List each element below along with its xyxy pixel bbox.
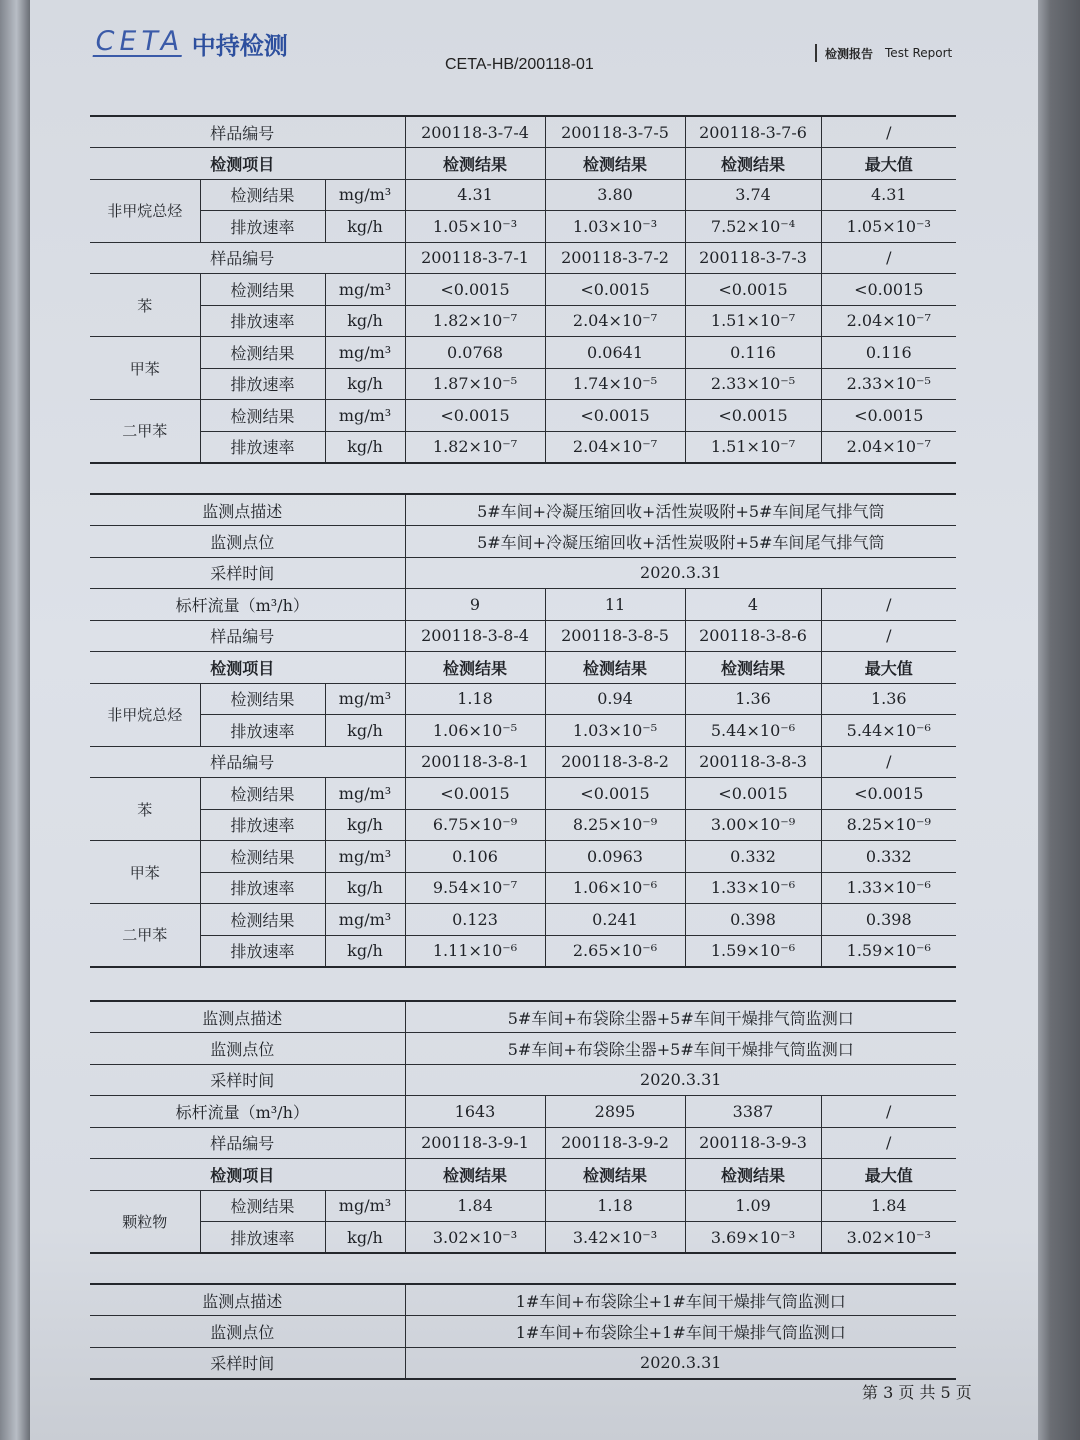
result-value: 1.05×10⁻³ (405, 211, 545, 243)
unit-label: mg/m³ (325, 274, 405, 306)
table-body (90, 1284, 956, 1379)
row-value: 200118-3-8-4 (405, 620, 545, 652)
column-heading: 检测结果 (685, 148, 821, 180)
row-value: 200118-3-8-6 (685, 620, 821, 652)
results-table-exhaust-8 (90, 493, 956, 968)
result-value: 3.74 (685, 179, 821, 211)
measurement-row (90, 274, 956, 306)
info-row (90, 1347, 956, 1379)
max-value: 4.31 (821, 179, 956, 211)
adjacent-page-edge (0, 0, 30, 1440)
row-value: 9 (405, 589, 545, 621)
result-value: 1.03×10⁻⁵ (545, 715, 685, 747)
row-label: 样品编号 (90, 116, 405, 148)
result-value: 9.54×10⁻⁷ (405, 872, 545, 904)
max-value: <0.0015 (821, 274, 956, 306)
pollutant-name: 颗粒物 (90, 1190, 200, 1253)
pollutant-name: 二甲苯 (90, 904, 200, 967)
item-label: 检测结果 (200, 683, 325, 715)
background-edge (1038, 0, 1080, 1440)
result-value: 0.116 (685, 337, 821, 369)
page-number: 第 3 页 共 5 页 (862, 1383, 972, 1402)
max-value: 1.33×10⁻⁶ (821, 872, 956, 904)
results-table-exhaust-9 (90, 1000, 956, 1254)
item-label: 检测结果 (200, 778, 325, 810)
measurement-row (90, 431, 956, 463)
logo-latin-text: CETA (92, 26, 187, 57)
result-value: 1.18 (545, 1190, 685, 1222)
row-label: 监测点描述 (90, 1284, 405, 1316)
column-heading: 检测结果 (545, 148, 685, 180)
column-heading: 检测结果 (405, 652, 545, 684)
result-value: <0.0015 (685, 400, 821, 432)
item-label: 排放速率 (200, 368, 325, 400)
unit-label: mg/m³ (325, 337, 405, 369)
item-label: 检测结果 (200, 274, 325, 306)
row-label: 采样时间 (90, 557, 405, 589)
unit-label: mg/m³ (325, 683, 405, 715)
result-value: 0.241 (545, 904, 685, 936)
column-heading-row (90, 652, 956, 684)
row-label: 检测项目 (90, 148, 405, 180)
unit-label: kg/h (325, 1222, 405, 1254)
info-row (90, 620, 956, 652)
measurement-row (90, 400, 956, 432)
column-heading-row (90, 148, 956, 180)
column-heading: 最大值 (821, 148, 956, 180)
result-value: 0.332 (685, 841, 821, 873)
row-value: 200118-3-7-6 (685, 116, 821, 148)
row-label: 标杆流量（m³/h） (90, 589, 405, 621)
max-value: <0.0015 (821, 778, 956, 810)
report-label-cn: 检测报告 (825, 46, 874, 61)
measurement-row (90, 809, 956, 841)
item-label: 检测结果 (200, 400, 325, 432)
info-row (90, 589, 956, 621)
column-heading: 检测结果 (685, 1159, 821, 1191)
row-value: / (821, 1096, 956, 1128)
row-value: 11 (545, 589, 685, 621)
measurement-row (90, 683, 956, 715)
table-body (90, 1001, 956, 1253)
row-value: 200118-3-9-1 (405, 1127, 545, 1159)
result-value: 2.04×10⁻⁷ (545, 305, 685, 337)
row-label: 监测点位 (90, 526, 405, 558)
result-value: 1.33×10⁻⁶ (685, 872, 821, 904)
result-value: 3.02×10⁻³ (405, 1222, 545, 1254)
row-value: 5#车间+冷凝压缩回收+活性炭吸附+5#车间尾气排气筒 (405, 526, 956, 558)
measurement-row (90, 179, 956, 211)
max-value: 1.05×10⁻³ (821, 211, 956, 243)
unit-label: mg/m³ (325, 179, 405, 211)
result-value: 0.106 (405, 841, 545, 873)
max-value: 0.332 (821, 841, 956, 873)
max-value: <0.0015 (821, 400, 956, 432)
measurement-row (90, 337, 956, 369)
unit-label: mg/m³ (325, 400, 405, 432)
result-value: <0.0015 (545, 274, 685, 306)
info-row (90, 116, 956, 148)
measurement-row (90, 872, 956, 904)
column-heading: 检测结果 (685, 652, 821, 684)
result-value: 0.0768 (405, 337, 545, 369)
row-value: / (821, 242, 956, 274)
row-value: 200118-3-9-2 (545, 1127, 685, 1159)
unit-label: kg/h (325, 715, 405, 747)
row-label: 标杆流量（m³/h） (90, 1096, 405, 1128)
result-value: <0.0015 (685, 778, 821, 810)
row-label: 样品编号 (90, 242, 405, 274)
info-row (90, 242, 956, 274)
measurement-row (90, 904, 956, 936)
item-label: 检测结果 (200, 841, 325, 873)
row-value: 200118-3-8-3 (685, 746, 821, 778)
company-logo (92, 20, 288, 66)
result-value: 3.00×10⁻⁹ (685, 809, 821, 841)
result-value: 3.42×10⁻³ (545, 1222, 685, 1254)
info-row (90, 1284, 956, 1316)
result-value: 2.65×10⁻⁶ (545, 935, 685, 967)
result-value: <0.0015 (545, 778, 685, 810)
report-label-en: Test Report (885, 46, 953, 60)
pollutant-name: 非甲烷总烃 (90, 179, 200, 242)
max-value: 2.04×10⁻⁷ (821, 431, 956, 463)
result-value: 1.74×10⁻⁵ (545, 368, 685, 400)
info-row (90, 746, 956, 778)
info-row (90, 1001, 956, 1033)
row-value: 200118-3-8-5 (545, 620, 685, 652)
result-value: 1.82×10⁻⁷ (405, 431, 545, 463)
row-label: 监测点描述 (90, 494, 405, 526)
table-body (90, 494, 956, 967)
result-value: 1.82×10⁻⁷ (405, 305, 545, 337)
column-heading-row (90, 1159, 956, 1191)
unit-label: mg/m³ (325, 841, 405, 873)
measurement-row (90, 935, 956, 967)
row-value: / (821, 116, 956, 148)
item-label: 排放速率 (200, 305, 325, 337)
row-label: 检测项目 (90, 652, 405, 684)
measurement-row (90, 368, 956, 400)
result-value: 2.04×10⁻⁷ (545, 431, 685, 463)
max-value: 1.84 (821, 1190, 956, 1222)
info-row (90, 494, 956, 526)
result-value: 1.18 (405, 683, 545, 715)
unit-label: kg/h (325, 872, 405, 904)
result-value: 8.25×10⁻⁹ (545, 809, 685, 841)
row-value: 200118-3-8-1 (405, 746, 545, 778)
result-value: <0.0015 (405, 778, 545, 810)
item-label: 排放速率 (200, 1222, 325, 1254)
table-body (90, 116, 956, 463)
row-value: 5#车间+冷凝压缩回收+活性炭吸附+5#车间尾气排气筒 (405, 494, 956, 526)
result-value: 1.11×10⁻⁶ (405, 935, 545, 967)
result-value: 4.31 (405, 179, 545, 211)
result-value: 3.80 (545, 179, 685, 211)
column-heading: 最大值 (821, 1159, 956, 1191)
result-value: 1.51×10⁻⁷ (685, 431, 821, 463)
row-value: 2020.3.31 (405, 1347, 956, 1379)
column-heading: 检测结果 (545, 1159, 685, 1191)
result-value: 1.84 (405, 1190, 545, 1222)
row-label: 监测点位 (90, 1033, 405, 1065)
row-label: 样品编号 (90, 746, 405, 778)
item-label: 检测结果 (200, 904, 325, 936)
info-row (90, 526, 956, 558)
result-value: 0.94 (545, 683, 685, 715)
row-label: 样品编号 (90, 1127, 405, 1159)
unit-label: kg/h (325, 368, 405, 400)
measurement-row (90, 1222, 956, 1254)
unit-label: kg/h (325, 211, 405, 243)
column-heading: 检测结果 (545, 652, 685, 684)
pollutant-name: 甲苯 (90, 841, 200, 904)
row-value: 1#车间+布袋除尘+1#车间干燥排气筒监测口 (405, 1284, 956, 1316)
result-value: <0.0015 (685, 274, 821, 306)
row-label: 样品编号 (90, 620, 405, 652)
info-row (90, 1316, 956, 1348)
info-row (90, 1096, 956, 1128)
column-heading: 检测结果 (405, 148, 545, 180)
item-label: 排放速率 (200, 809, 325, 841)
item-label: 排放速率 (200, 715, 325, 747)
item-label: 检测结果 (200, 1190, 325, 1222)
row-value: 2895 (545, 1096, 685, 1128)
column-heading: 最大值 (821, 652, 956, 684)
max-value: 1.59×10⁻⁶ (821, 935, 956, 967)
result-value: 5.44×10⁻⁶ (685, 715, 821, 747)
max-value: 1.36 (821, 683, 956, 715)
result-value: 1.59×10⁻⁶ (685, 935, 821, 967)
info-row (90, 1064, 956, 1096)
result-value: 6.75×10⁻⁹ (405, 809, 545, 841)
result-value: <0.0015 (545, 400, 685, 432)
item-label: 排放速率 (200, 431, 325, 463)
column-heading: 检测结果 (405, 1159, 545, 1191)
row-value: / (821, 589, 956, 621)
unit-label: kg/h (325, 431, 405, 463)
result-value: 1.06×10⁻⁵ (405, 715, 545, 747)
result-value: 0.398 (685, 904, 821, 936)
row-value: 5#车间+布袋除尘器+5#车间干燥排气筒监测口 (405, 1001, 956, 1033)
unit-label: mg/m³ (325, 778, 405, 810)
row-value: 4 (685, 589, 821, 621)
result-value: 3.69×10⁻³ (685, 1222, 821, 1254)
item-label: 检测结果 (200, 179, 325, 211)
max-value: 2.04×10⁻⁷ (821, 305, 956, 337)
row-label: 检测项目 (90, 1159, 405, 1191)
row-value: 200118-3-7-3 (685, 242, 821, 274)
row-label: 监测点描述 (90, 1001, 405, 1033)
unit-label: kg/h (325, 935, 405, 967)
unit-label: mg/m³ (325, 904, 405, 936)
row-value: 200118-3-8-2 (545, 746, 685, 778)
results-table-exhaust-7 (90, 115, 956, 464)
row-value: / (821, 1127, 956, 1159)
measurement-row (90, 778, 956, 810)
info-row (90, 1033, 956, 1065)
row-value: 200118-3-7-4 (405, 116, 545, 148)
row-label: 采样时间 (90, 1347, 405, 1379)
max-value: 2.33×10⁻⁵ (821, 368, 956, 400)
unit-label: kg/h (325, 809, 405, 841)
item-label: 检测结果 (200, 337, 325, 369)
row-value: 2020.3.31 (405, 1064, 956, 1096)
measurement-row (90, 841, 956, 873)
report-type-label (815, 44, 952, 62)
item-label: 排放速率 (200, 872, 325, 904)
pollutant-name: 非甲烷总烃 (90, 683, 200, 746)
row-value: 3387 (685, 1096, 821, 1128)
row-label: 监测点位 (90, 1316, 405, 1348)
item-label: 排放速率 (200, 935, 325, 967)
results-table-workshop-1 (90, 1283, 956, 1380)
measurement-row (90, 305, 956, 337)
pollutant-name: 甲苯 (90, 337, 200, 400)
measurement-row (90, 715, 956, 747)
result-value: 0.0641 (545, 337, 685, 369)
max-value: 8.25×10⁻⁹ (821, 809, 956, 841)
max-value: 0.116 (821, 337, 956, 369)
unit-label: mg/m³ (325, 1190, 405, 1222)
item-label: 排放速率 (200, 211, 325, 243)
row-label: 采样时间 (90, 1064, 405, 1096)
row-value: 200118-3-7-1 (405, 242, 545, 274)
pollutant-name: 二甲苯 (90, 400, 200, 463)
result-value: 2.33×10⁻⁵ (685, 368, 821, 400)
row-value: 2020.3.31 (405, 557, 956, 589)
row-value: 1643 (405, 1096, 545, 1128)
row-value: 200118-3-9-3 (685, 1127, 821, 1159)
row-value: 1#车间+布袋除尘+1#车间干燥排气筒监测口 (405, 1316, 956, 1348)
logo-chinese-text: 中持检测 (191, 31, 288, 60)
info-row (90, 1127, 956, 1159)
result-value: <0.0015 (405, 274, 545, 306)
max-value: 0.398 (821, 904, 956, 936)
measurement-row (90, 211, 956, 243)
report-number: CETA-HB/200118-01 (445, 56, 594, 73)
row-value: / (821, 746, 956, 778)
result-value: 1.51×10⁻⁷ (685, 305, 821, 337)
result-value: 1.06×10⁻⁶ (545, 872, 685, 904)
result-value: 7.52×10⁻⁴ (685, 211, 821, 243)
pollutant-name: 苯 (90, 274, 200, 337)
pollutant-name: 苯 (90, 778, 200, 841)
unit-label: kg/h (325, 305, 405, 337)
result-value: 1.09 (685, 1190, 821, 1222)
result-value: 1.36 (685, 683, 821, 715)
result-value: <0.0015 (405, 400, 545, 432)
row-value: 200118-3-7-2 (545, 242, 685, 274)
row-value: 5#车间+布袋除尘器+5#车间干燥排气筒监测口 (405, 1033, 956, 1065)
row-value: / (821, 620, 956, 652)
result-value: 0.0963 (545, 841, 685, 873)
result-value: 0.123 (405, 904, 545, 936)
info-row (90, 557, 956, 589)
measurement-row (90, 1190, 956, 1222)
result-value: 1.03×10⁻³ (545, 211, 685, 243)
row-value: 200118-3-7-5 (545, 116, 685, 148)
max-value: 3.02×10⁻³ (821, 1222, 956, 1254)
result-value: 1.87×10⁻⁵ (405, 368, 545, 400)
max-value: 5.44×10⁻⁶ (821, 715, 956, 747)
